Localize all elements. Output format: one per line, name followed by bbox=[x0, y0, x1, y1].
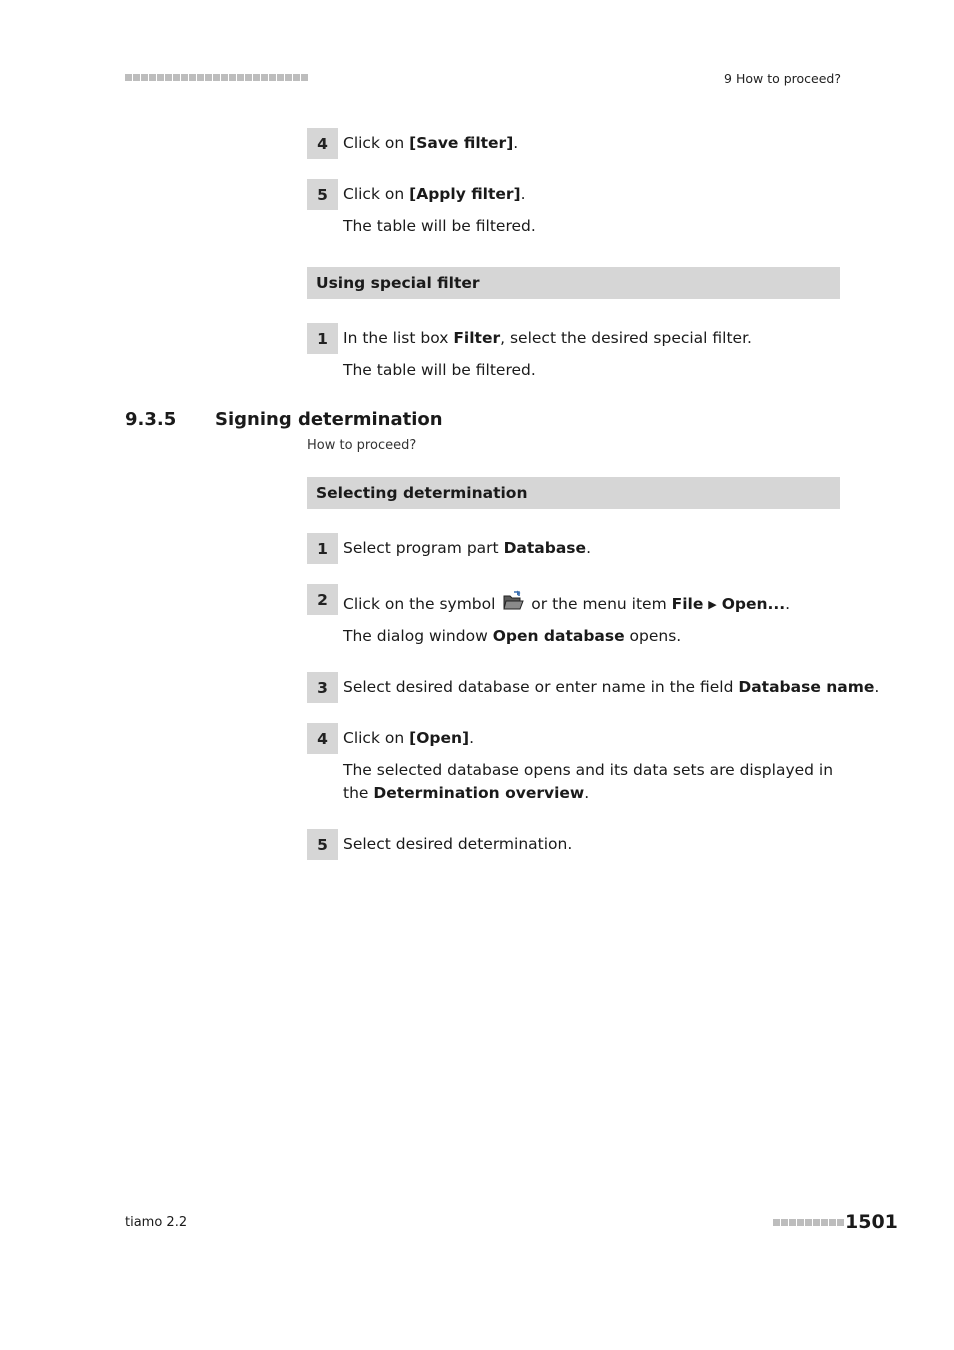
step-text: Select desired database or enter name in the field Database name. bbox=[343, 678, 880, 696]
decorative-square bbox=[821, 1219, 828, 1226]
decorative-square bbox=[797, 1219, 804, 1226]
filter-label: Filter bbox=[453, 329, 501, 347]
file-menu-label: File bbox=[671, 595, 704, 613]
decorative-square bbox=[813, 1219, 820, 1226]
step-select-desired-database bbox=[307, 672, 880, 703]
determination-overview-label: Determination overview bbox=[373, 784, 585, 802]
decorative-square bbox=[229, 74, 236, 81]
step-number: 3 bbox=[307, 672, 338, 703]
decorative-square bbox=[173, 74, 180, 81]
decorative-square bbox=[269, 74, 276, 81]
section-bar-selecting-determination: Selecting determination bbox=[307, 477, 840, 509]
step-open-symbol bbox=[307, 584, 840, 650]
step-result: The table will be filtered. bbox=[343, 217, 536, 235]
step-select-determination bbox=[307, 829, 840, 860]
decorative-square bbox=[181, 74, 188, 81]
decorative-square bbox=[837, 1219, 844, 1226]
step-select-database bbox=[307, 533, 840, 564]
section-bar-special-filter: Using special filter bbox=[307, 267, 840, 299]
section-title: Signing determination bbox=[215, 409, 443, 430]
page-number: 1501 bbox=[845, 1211, 898, 1233]
decorative-square bbox=[205, 74, 212, 81]
decorative-square bbox=[141, 74, 148, 81]
header-chapter: 9 How to proceed? bbox=[724, 71, 841, 86]
decorative-square bbox=[261, 74, 268, 81]
decorative-square bbox=[213, 74, 220, 81]
footer-decoration bbox=[773, 1219, 844, 1226]
database-name-label: Database name bbox=[738, 678, 875, 696]
step-text: Click on [Open]. bbox=[343, 729, 475, 747]
open-database-label: Open database bbox=[492, 627, 625, 645]
step-result: The table will be filtered. bbox=[343, 361, 536, 379]
step-text: Select program part Database. bbox=[343, 539, 591, 557]
step-text: Select desired determination. bbox=[343, 835, 573, 853]
decorative-square bbox=[149, 74, 156, 81]
decorative-square bbox=[245, 74, 252, 81]
decorative-square bbox=[125, 74, 132, 81]
open-button-label: [Open] bbox=[409, 729, 470, 747]
header-decoration bbox=[125, 74, 308, 81]
apply-filter-label: [Apply filter] bbox=[409, 185, 521, 203]
decorative-square bbox=[773, 1219, 780, 1226]
decorative-square bbox=[301, 74, 308, 81]
decorative-square bbox=[293, 74, 300, 81]
step-special-filter bbox=[307, 323, 840, 383]
decorative-square bbox=[165, 74, 172, 81]
step-result: The selected database opens and its data sets are displayed in the Determination overview. bbox=[343, 761, 834, 802]
section-number: 9.3.5 bbox=[125, 409, 177, 430]
decorative-square bbox=[133, 74, 140, 81]
step-text: Click on [Apply filter]. bbox=[343, 185, 526, 203]
decorative-square bbox=[157, 74, 164, 81]
decorative-square bbox=[253, 74, 260, 81]
step-text: Click on the symbol or the menu item File ▶ Open.... bbox=[343, 590, 790, 616]
decorative-square bbox=[189, 74, 196, 81]
step-number: 1 bbox=[307, 323, 338, 354]
decorative-square bbox=[285, 74, 292, 81]
decorative-square bbox=[197, 74, 204, 81]
decorative-square bbox=[221, 74, 228, 81]
step-text: In the list box Filter, select the desired special filter. bbox=[343, 329, 752, 347]
step-save-filter bbox=[307, 128, 840, 159]
step-result: The dialog window Open database opens. bbox=[343, 627, 682, 645]
save-filter-label: [Save filter] bbox=[409, 134, 514, 152]
step-number: 4 bbox=[307, 723, 338, 754]
step-apply-filter bbox=[307, 179, 840, 239]
menu-arrow-icon: ▶ bbox=[708, 598, 717, 611]
footer-product: tiamo 2.2 bbox=[125, 1215, 188, 1230]
decorative-square bbox=[805, 1219, 812, 1226]
step-text: Click on [Save filter]. bbox=[343, 134, 519, 152]
decorative-square bbox=[277, 74, 284, 81]
step-click-open bbox=[307, 723, 840, 809]
step-number: 5 bbox=[307, 829, 338, 860]
decorative-square bbox=[829, 1219, 836, 1226]
section-subtitle: How to proceed? bbox=[307, 438, 417, 453]
step-number: 1 bbox=[307, 533, 338, 564]
decorative-square bbox=[789, 1219, 796, 1226]
decorative-square bbox=[781, 1219, 788, 1226]
database-label: Database bbox=[503, 539, 587, 557]
step-number: 4 bbox=[307, 128, 338, 159]
open-menu-label: Open... bbox=[721, 595, 786, 613]
step-number: 5 bbox=[307, 179, 338, 210]
open-folder-icon bbox=[502, 590, 524, 612]
decorative-square bbox=[237, 74, 244, 81]
step-number: 2 bbox=[307, 584, 338, 615]
